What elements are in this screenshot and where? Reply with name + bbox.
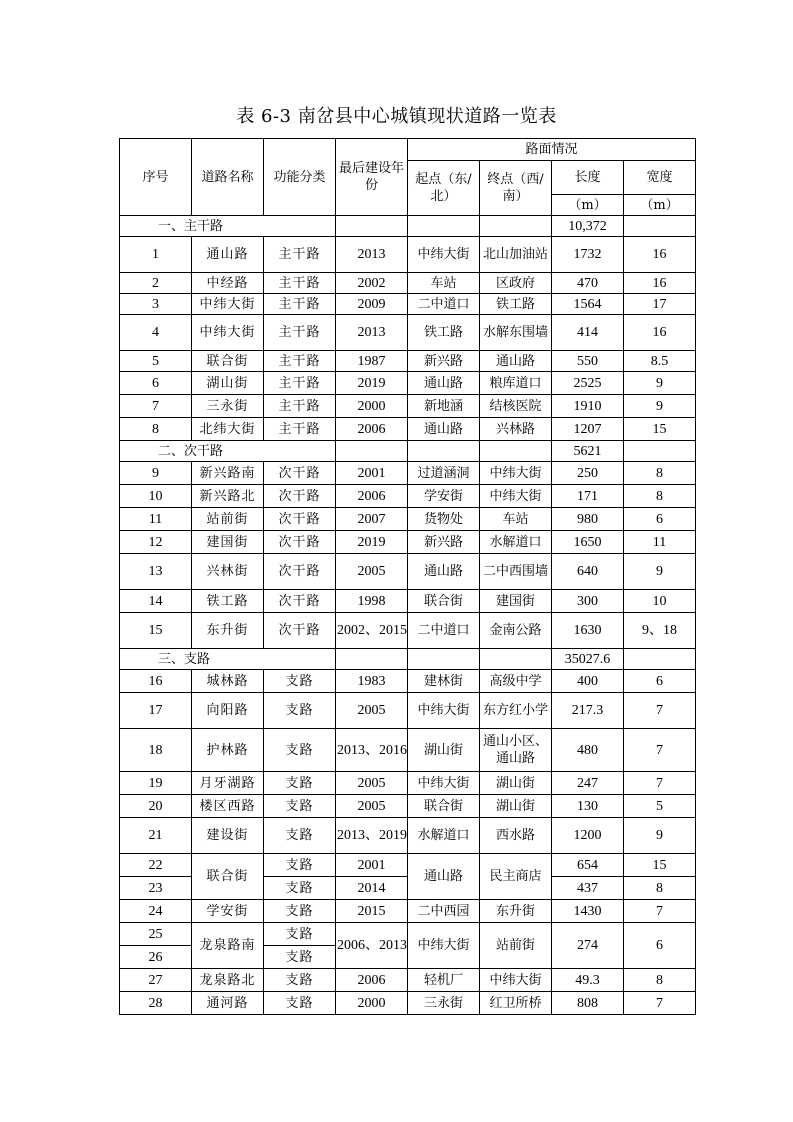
header-start: 起点（东/北）	[408, 161, 480, 216]
cell-year: 1987	[336, 351, 408, 372]
cell-width: 8	[624, 969, 696, 992]
header-seq: 序号	[120, 139, 192, 216]
cell-start: 新地涵	[408, 395, 480, 418]
table-row	[120, 969, 696, 992]
cell-year: 2007	[336, 508, 408, 531]
cell-func: 支路	[264, 900, 336, 923]
cell-end: 二中西围墙	[480, 554, 552, 590]
cell-end: 区政府	[480, 273, 552, 294]
table-row	[120, 992, 696, 1015]
cell-start: 学安街	[408, 485, 480, 508]
cell-func: 支路	[264, 992, 336, 1015]
cell-func: 次干路	[264, 508, 336, 531]
cell-seq: 27	[120, 969, 192, 992]
cell-start: 三永街	[408, 992, 480, 1015]
cell-end: 湖山街	[480, 772, 552, 795]
cell-name: 东升街	[192, 613, 264, 649]
cell-seq: 3	[120, 294, 192, 315]
cell-length: 49.3	[552, 969, 624, 992]
page-title: 表 6-3 南岔县中心城镇现状道路一览表	[236, 106, 557, 127]
cell-seq: 4	[120, 315, 192, 351]
cell-year: 2019	[336, 372, 408, 395]
cell-year: 2005	[336, 795, 408, 818]
cell-name: 向阳路	[192, 693, 264, 729]
table-row	[120, 418, 696, 441]
cell-name: 城林路	[192, 670, 264, 693]
cell-seq: 14	[120, 590, 192, 613]
cell-name: 学安街	[192, 900, 264, 923]
cell-length: 1207	[552, 418, 624, 441]
cell-name: 通山路	[192, 237, 264, 273]
header-surface: 路面情况	[408, 139, 696, 161]
cell-start: 轻机厂	[408, 969, 480, 992]
cell-func: 主干路	[264, 237, 336, 273]
cell-start: 中纬大街	[408, 693, 480, 729]
cell-start: 建林街	[408, 670, 480, 693]
cell-width: 6	[624, 508, 696, 531]
cell-end: 高级中学	[480, 670, 552, 693]
cell-width: 16	[624, 273, 696, 294]
cell-width: 9	[624, 554, 696, 590]
cell-start: 中纬大街	[408, 923, 480, 969]
cell-func: 次干路	[264, 590, 336, 613]
cell-seq: 15	[120, 613, 192, 649]
cell-func: 主干路	[264, 294, 336, 315]
section-label: 一、主干路	[120, 216, 336, 237]
cell-name: 新兴路南	[192, 462, 264, 485]
cell-end: 红卫所桥	[480, 992, 552, 1015]
cell-length: 1430	[552, 900, 624, 923]
cell-name: 联合街	[192, 351, 264, 372]
cell-func: 次干路	[264, 531, 336, 554]
cell-end: 金南公路	[480, 613, 552, 649]
cell-name: 联合街	[192, 854, 264, 900]
cell-start: 中纬大街	[408, 237, 480, 273]
cell-width: 6	[624, 923, 696, 969]
cell-width: 6	[624, 670, 696, 693]
cell-start: 铁工路	[408, 315, 480, 351]
cell-end: 中纬大街	[480, 462, 552, 485]
cell-seq: 16	[120, 670, 192, 693]
table-row	[120, 590, 696, 613]
cell-length: 1650	[552, 531, 624, 554]
cell-length: 300	[552, 590, 624, 613]
cell-width: 5	[624, 795, 696, 818]
table-row	[120, 854, 696, 877]
cell-end: 站前街	[480, 923, 552, 969]
cell-year: 2002、2015	[336, 613, 408, 649]
cell-func: 支路	[264, 923, 336, 946]
section-row	[120, 649, 696, 670]
table-row	[120, 923, 696, 946]
cell-width: 7	[624, 900, 696, 923]
cell-width: 8	[624, 462, 696, 485]
cell-seq: 6	[120, 372, 192, 395]
section-label: 三、支路	[120, 649, 336, 670]
cell-seq: 20	[120, 795, 192, 818]
cell-name: 护林路	[192, 729, 264, 772]
cell-start: 湖山街	[408, 729, 480, 772]
section-length: 5621	[552, 441, 624, 462]
cell-func: 次干路	[264, 485, 336, 508]
cell-start: 联合街	[408, 590, 480, 613]
cell-name: 月牙湖路	[192, 772, 264, 795]
table-row	[120, 772, 696, 795]
cell-width: 16	[624, 315, 696, 351]
cell-start: 通山路	[408, 418, 480, 441]
cell-func: 支路	[264, 670, 336, 693]
cell-end: 民主商店	[480, 854, 552, 900]
cell-length: 980	[552, 508, 624, 531]
cell-year: 2005	[336, 772, 408, 795]
roads-table	[119, 138, 696, 1015]
cell-start: 水解道口	[408, 818, 480, 854]
cell-year: 2006	[336, 485, 408, 508]
cell-width: 9	[624, 395, 696, 418]
cell-end: 北山加油站	[480, 237, 552, 273]
cell-seq: 24	[120, 900, 192, 923]
header-end: 终点（西/南）	[480, 161, 552, 216]
cell-end: 湖山街	[480, 795, 552, 818]
header-length-unit: （m）	[552, 195, 624, 216]
cell-func: 主干路	[264, 351, 336, 372]
section-row	[120, 216, 696, 237]
cell-start: 新兴路	[408, 351, 480, 372]
cell-func: 支路	[264, 693, 336, 729]
table-row	[120, 485, 696, 508]
cell-name: 站前街	[192, 508, 264, 531]
cell-width: 7	[624, 693, 696, 729]
cell-seq: 17	[120, 693, 192, 729]
cell-func: 主干路	[264, 273, 336, 294]
cell-year: 2009	[336, 294, 408, 315]
cell-year: 1983	[336, 670, 408, 693]
cell-width: 9	[624, 372, 696, 395]
cell-length: 171	[552, 485, 624, 508]
cell-length: 1630	[552, 613, 624, 649]
table-row	[120, 531, 696, 554]
cell-func: 支路	[264, 877, 336, 900]
cell-year: 2019	[336, 531, 408, 554]
cell-year: 2015	[336, 900, 408, 923]
cell-func: 次干路	[264, 554, 336, 590]
table-row	[120, 462, 696, 485]
cell-func: 支路	[264, 818, 336, 854]
cell-length: 1564	[552, 294, 624, 315]
cell-width: 7	[624, 772, 696, 795]
cell-width: 9、18	[624, 613, 696, 649]
cell-end: 结核医院	[480, 395, 552, 418]
cell-func: 主干路	[264, 395, 336, 418]
table-row	[120, 395, 696, 418]
cell-year: 2002	[336, 273, 408, 294]
cell-year: 1998	[336, 590, 408, 613]
cell-year: 2006	[336, 418, 408, 441]
cell-start: 中纬大街	[408, 772, 480, 795]
cell-name: 铁工路	[192, 590, 264, 613]
cell-end: 车站	[480, 508, 552, 531]
cell-func: 次干路	[264, 613, 336, 649]
table-row	[120, 693, 696, 729]
cell-func: 支路	[264, 772, 336, 795]
cell-year: 2006	[336, 969, 408, 992]
table-row	[120, 729, 696, 772]
cell-length: 470	[552, 273, 624, 294]
cell-start: 二中道口	[408, 294, 480, 315]
cell-length: 480	[552, 729, 624, 772]
cell-length: 1732	[552, 237, 624, 273]
table-row	[120, 508, 696, 531]
cell-func: 主干路	[264, 418, 336, 441]
cell-year: 2001	[336, 462, 408, 485]
cell-seq: 26	[120, 946, 192, 969]
table-row	[120, 351, 696, 372]
cell-width: 7	[624, 729, 696, 772]
table-row	[120, 315, 696, 351]
header-length: 长度	[552, 161, 624, 195]
cell-width: 15	[624, 418, 696, 441]
cell-year: 2013、2016	[336, 729, 408, 772]
cell-width: 9	[624, 818, 696, 854]
cell-seq: 7	[120, 395, 192, 418]
cell-name: 新兴路北	[192, 485, 264, 508]
cell-seq: 25	[120, 923, 192, 946]
cell-end: 东方红小学	[480, 693, 552, 729]
cell-name: 湖山街	[192, 372, 264, 395]
cell-start: 通山路	[408, 372, 480, 395]
header-width-unit: （m）	[624, 195, 696, 216]
cell-length: 654	[552, 854, 624, 877]
header-width: 宽度	[624, 161, 696, 195]
cell-year: 2013	[336, 237, 408, 273]
cell-end: 水解道口	[480, 531, 552, 554]
cell-length: 808	[552, 992, 624, 1015]
cell-func: 支路	[264, 969, 336, 992]
cell-end: 铁工路	[480, 294, 552, 315]
cell-year: 2000	[336, 992, 408, 1015]
table-row	[120, 795, 696, 818]
cell-width: 10	[624, 590, 696, 613]
cell-func: 主干路	[264, 315, 336, 351]
cell-end: 中纬大街	[480, 969, 552, 992]
cell-length: 217.3	[552, 693, 624, 729]
cell-start: 新兴路	[408, 531, 480, 554]
cell-name: 楼区西路	[192, 795, 264, 818]
cell-name: 通河路	[192, 992, 264, 1015]
cell-year: 2013	[336, 315, 408, 351]
cell-end: 东升街	[480, 900, 552, 923]
cell-func: 主干路	[264, 372, 336, 395]
cell-end: 西水路	[480, 818, 552, 854]
cell-seq: 2	[120, 273, 192, 294]
cell-width: 11	[624, 531, 696, 554]
cell-name: 龙泉路南	[192, 923, 264, 969]
cell-width: 17	[624, 294, 696, 315]
cell-width: 8.5	[624, 351, 696, 372]
cell-func: 支路	[264, 946, 336, 969]
cell-seq: 5	[120, 351, 192, 372]
cell-start: 二中道口	[408, 613, 480, 649]
cell-start: 车站	[408, 273, 480, 294]
cell-func: 支路	[264, 795, 336, 818]
table-row	[120, 670, 696, 693]
cell-length: 274	[552, 923, 624, 969]
cell-end: 建国街	[480, 590, 552, 613]
header-func: 功能分类	[264, 139, 336, 216]
cell-func: 次干路	[264, 462, 336, 485]
cell-end: 中纬大街	[480, 485, 552, 508]
table-row	[120, 294, 696, 315]
cell-name: 兴林街	[192, 554, 264, 590]
table-row	[120, 900, 696, 923]
cell-length: 130	[552, 795, 624, 818]
cell-start: 联合街	[408, 795, 480, 818]
section-label: 二、次干路	[120, 441, 336, 462]
cell-year: 2000	[336, 395, 408, 418]
cell-start: 通山路	[408, 554, 480, 590]
cell-start: 货物处	[408, 508, 480, 531]
cell-name: 三永街	[192, 395, 264, 418]
table-row	[120, 554, 696, 590]
cell-end: 粮库道口	[480, 372, 552, 395]
cell-seq: 21	[120, 818, 192, 854]
cell-length: 437	[552, 877, 624, 900]
cell-name: 建设街	[192, 818, 264, 854]
cell-width: 15	[624, 854, 696, 877]
cell-width: 8	[624, 485, 696, 508]
cell-end: 兴林路	[480, 418, 552, 441]
section-length: 10,372	[552, 216, 624, 237]
cell-year: 2005	[336, 554, 408, 590]
header-year: 最后建设年份	[336, 139, 408, 216]
cell-length: 247	[552, 772, 624, 795]
cell-length: 1910	[552, 395, 624, 418]
cell-seq: 13	[120, 554, 192, 590]
table-row	[120, 372, 696, 395]
cell-seq: 18	[120, 729, 192, 772]
cell-width: 7	[624, 992, 696, 1015]
cell-end: 通山小区、通山路	[480, 729, 552, 772]
cell-seq: 23	[120, 877, 192, 900]
cell-name: 中纬大街	[192, 315, 264, 351]
cell-length: 414	[552, 315, 624, 351]
cell-seq: 8	[120, 418, 192, 441]
table-row	[120, 237, 696, 273]
cell-end: 通山路	[480, 351, 552, 372]
cell-start: 通山路	[408, 854, 480, 900]
cell-year: 2006、2013	[336, 923, 408, 969]
cell-seq: 12	[120, 531, 192, 554]
cell-seq: 22	[120, 854, 192, 877]
cell-length: 640	[552, 554, 624, 590]
cell-length: 550	[552, 351, 624, 372]
cell-year: 2001	[336, 854, 408, 877]
section-length: 35027.6	[552, 649, 624, 670]
table-row	[120, 273, 696, 294]
cell-length: 1200	[552, 818, 624, 854]
cell-seq: 19	[120, 772, 192, 795]
cell-width: 8	[624, 877, 696, 900]
cell-length: 2525	[552, 372, 624, 395]
cell-name: 龙泉路北	[192, 969, 264, 992]
cell-name: 北纬大街	[192, 418, 264, 441]
section-row	[120, 441, 696, 462]
cell-year: 2013、2019	[336, 818, 408, 854]
cell-year: 2014	[336, 877, 408, 900]
cell-seq: 1	[120, 237, 192, 273]
cell-length: 250	[552, 462, 624, 485]
cell-seq: 9	[120, 462, 192, 485]
cell-func: 支路	[264, 854, 336, 877]
cell-width: 16	[624, 237, 696, 273]
cell-length: 400	[552, 670, 624, 693]
cell-name: 中经路	[192, 273, 264, 294]
cell-func: 支路	[264, 729, 336, 772]
cell-seq: 11	[120, 508, 192, 531]
cell-seq: 28	[120, 992, 192, 1015]
table-row	[120, 818, 696, 854]
cell-start: 二中西园	[408, 900, 480, 923]
cell-start: 过道涵洞	[408, 462, 480, 485]
table-row	[120, 613, 696, 649]
cell-year: 2005	[336, 693, 408, 729]
cell-end: 水解东围墙	[480, 315, 552, 351]
cell-seq: 10	[120, 485, 192, 508]
cell-name: 建国街	[192, 531, 264, 554]
cell-name: 中纬大街	[192, 294, 264, 315]
header-name: 道路名称	[192, 139, 264, 216]
